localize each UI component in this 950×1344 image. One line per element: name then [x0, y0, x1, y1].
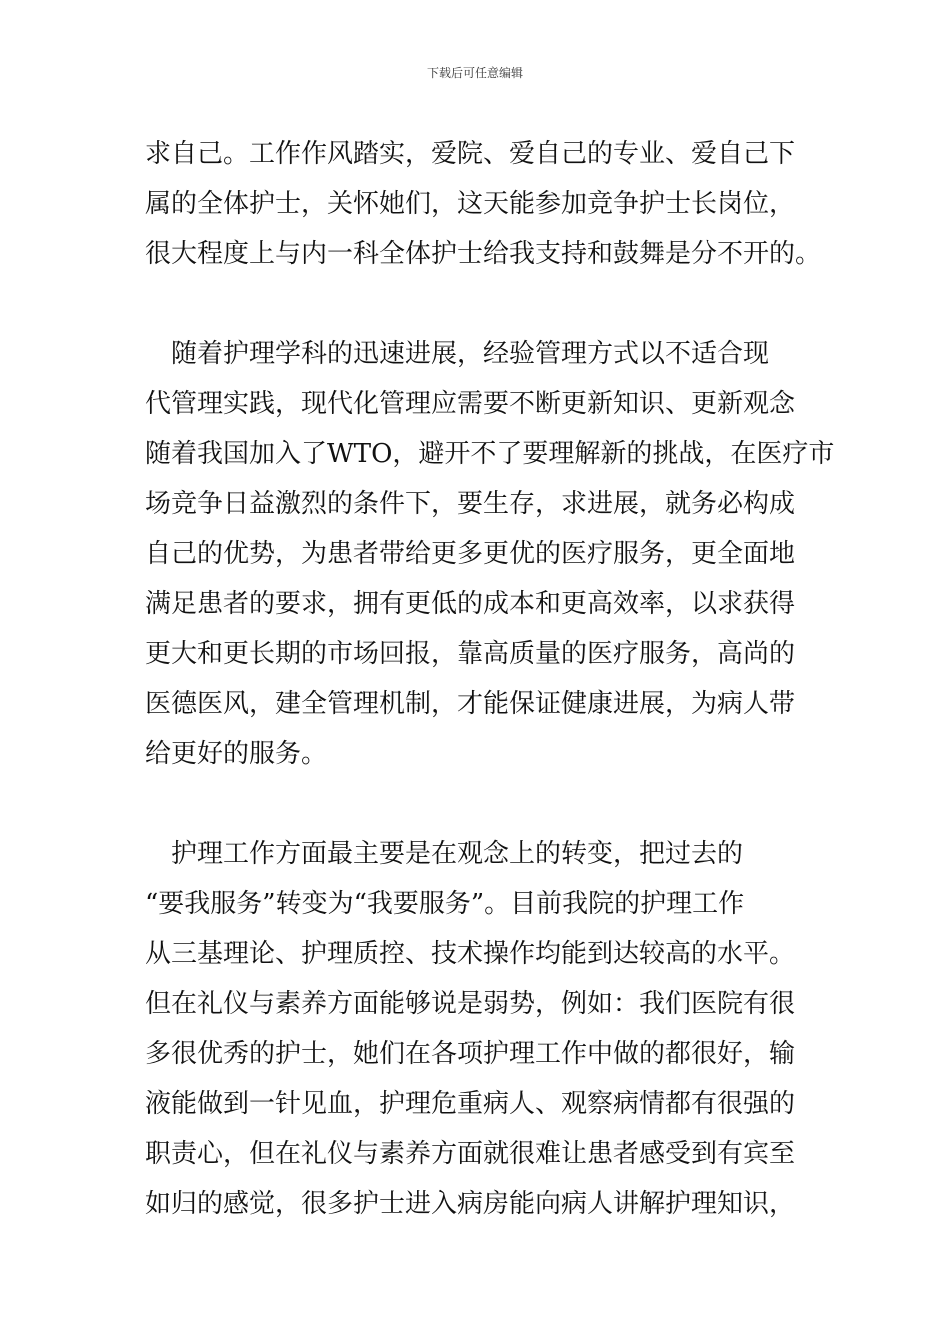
text-line: 代管理实践，现代化管理应需要不断更新知识、更新观念: [145, 389, 796, 419]
text-line: 随着护理学科的迅速进展，经验管理方式以不适合现: [145, 339, 770, 369]
text-line: 属的全体护士，关怀她们，这天能参加竞争护士长岗位，: [145, 189, 796, 219]
paragraph-gap: [145, 279, 810, 329]
text-line: 但在礼仪与素养方面能够说是弱势，例如：我们医院有很: [145, 989, 796, 1019]
text-line: 给更好的服务。: [145, 739, 328, 769]
text-line: 液能做到一针见血，护理危重病人、观察病情都有很强的: [145, 1089, 796, 1119]
text-line: 更大和更长期的市场回报，靠高质量的医疗服务，高尚的: [145, 639, 796, 669]
text-line: 满足患者的要求，拥有更低的成本和更高效率，以求获得: [145, 589, 796, 619]
text-line: 求自己。工作作风踏实，爱院、爱自己的专业、爱自己下: [145, 139, 796, 169]
text-line: 从三基理论、护理质控、技术操作均能到达较高的水平。: [145, 939, 796, 969]
document-body: [145, 129, 835, 1229]
paragraph-2: [145, 329, 835, 779]
text-line: 随着我国加入了WTO，避开不了要理解新的挑战，在医疗市: [145, 439, 835, 469]
paragraph-gap: [145, 779, 810, 829]
text-line: “要我服务”转变为“我要服务”。目前我院的护理工作: [145, 889, 745, 919]
page-header: 下载后可任意编辑: [426, 66, 523, 80]
paragraph-3: [145, 829, 810, 1229]
text-line: 场竞争日益激烈的条件下，要生存，求进展，就务必构成: [145, 489, 796, 519]
text-line: 自己的优势，为患者带给更多更优的医疗服务，更全面地: [145, 539, 796, 569]
text-line: 医德医风，建全管理机制，才能保证健康进展，为病人带: [145, 689, 796, 719]
text-line: 如归的感觉，很多护士进入病房能向病人讲解护理知识，: [145, 1189, 796, 1219]
text-line: 职责心，但在礼仪与素养方面就很难让患者感受到有宾至: [145, 1139, 796, 1169]
text-line: 很大程度上与内一科全体护士给我支持和鼓舞是分不开的。: [145, 239, 822, 269]
paragraph-1: [145, 129, 822, 279]
text-line: 多很优秀的护士，她们在各项护理工作中做的都很好，输: [145, 1039, 796, 1069]
text-line: 护理工作方面最主要是在观念上的转变，把过去的: [145, 839, 744, 869]
